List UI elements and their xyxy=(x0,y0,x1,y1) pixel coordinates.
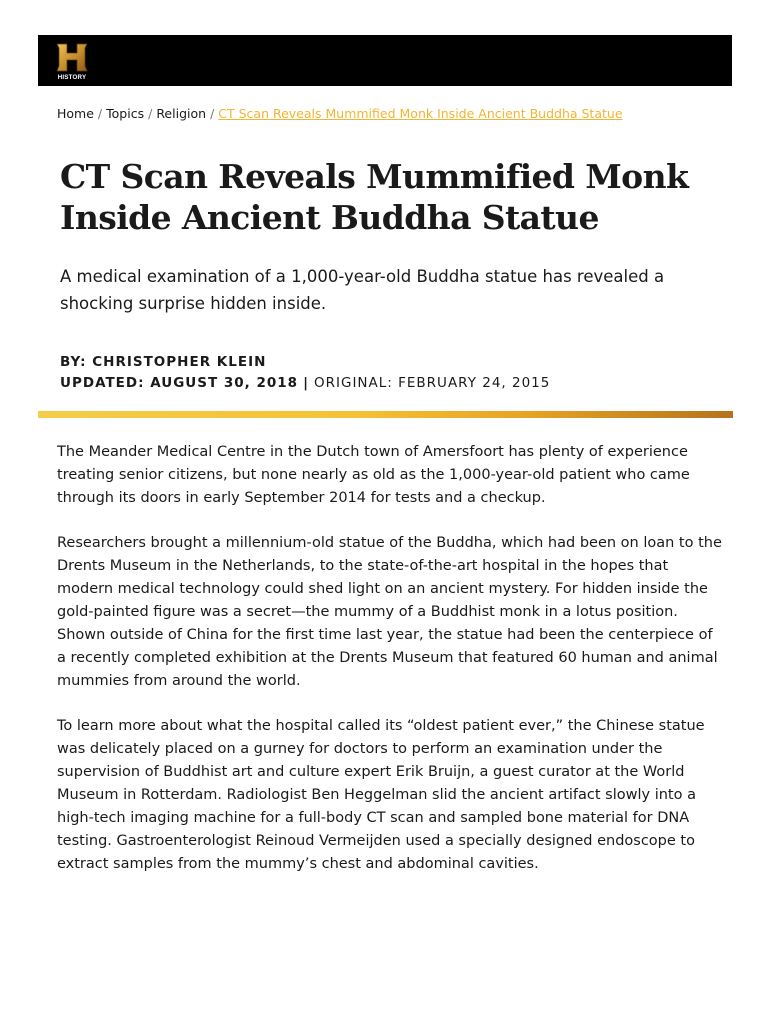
breadcrumb-religion[interactable]: Religion xyxy=(156,106,207,121)
updated-date: UPDATED: AUGUST 30, 2018 xyxy=(60,375,299,391)
article-title: CT Scan Reveals Mummified Monk Inside Ancient Buddha Statue xyxy=(60,157,689,237)
article-paragraph: Researchers brought a millennium-old statue of the Buddha, which had been on loan to the Drents Museum in the Netherlands, to the state-of-the-art hospital in the hopes that modern medical technology could shed light on an ancient mystery. For hidden inside the gold-painted figure was a secret—the mummy of a Buddhist monk in a lotus position. Shown outside of China for the first time last year, the statue had been the centerpiece of a recently completed exhibition at the Drents Museum that featured 60 human and animal mummies from around the world. xyxy=(57,535,722,689)
breadcrumb-current[interactable]: CT Scan Reveals Mummified Monk Inside Ancient Buddha Statue xyxy=(218,106,623,121)
logo-wordmark: HISTORY xyxy=(57,74,87,81)
article-dates xyxy=(60,373,550,394)
breadcrumb-separator: / xyxy=(148,106,153,121)
article-paragraph: The Meander Medical Centre in the Dutch town of Amersfoort has plenty of experience treating senior citizens, but none nearly as old as the 1,000-year-old patient who came through its doors in early September 2014 for tests and a checkup. xyxy=(57,444,690,506)
article-body xyxy=(57,441,722,898)
article-paragraph: To learn more about what the hospital called its “oldest patient ever,” the Chinese statue was delicately placed on a gurney for doctors to perform an examination under the supervision of Buddhist art and culture expert Erik Bruijn, a guest curator at the World Museum in Rotterdam. Radiologist Ben Heggelman slid the ancient artifact slowly into a high-tech imaging machine for a full-body CT scan and sampled bone material for DNA testing. Gastroenterologist Reinoud Vermeijden used a specially designed endoscope to extract samples from the mummy’s chest and abdominal cavities. xyxy=(57,718,705,872)
site-header xyxy=(38,35,732,86)
article-subtitle: A medical examination of a 1,000-year-old Buddha statue has revealed a shocking surprise hidden inside. xyxy=(60,267,665,313)
breadcrumb-home[interactable]: Home xyxy=(57,106,94,121)
gold-divider xyxy=(38,411,733,418)
breadcrumb-separator: / xyxy=(97,106,103,121)
breadcrumb-separator: / xyxy=(210,106,215,121)
author-byline: BY: CHRISTOPHER KLEIN xyxy=(60,354,267,370)
history-logo[interactable] xyxy=(54,41,90,81)
breadcrumb xyxy=(57,105,737,123)
date-separator: | xyxy=(303,375,309,391)
breadcrumb-topics[interactable]: Topics xyxy=(106,106,145,121)
original-date: ORIGINAL: FEBRUARY 24, 2015 xyxy=(314,375,551,391)
